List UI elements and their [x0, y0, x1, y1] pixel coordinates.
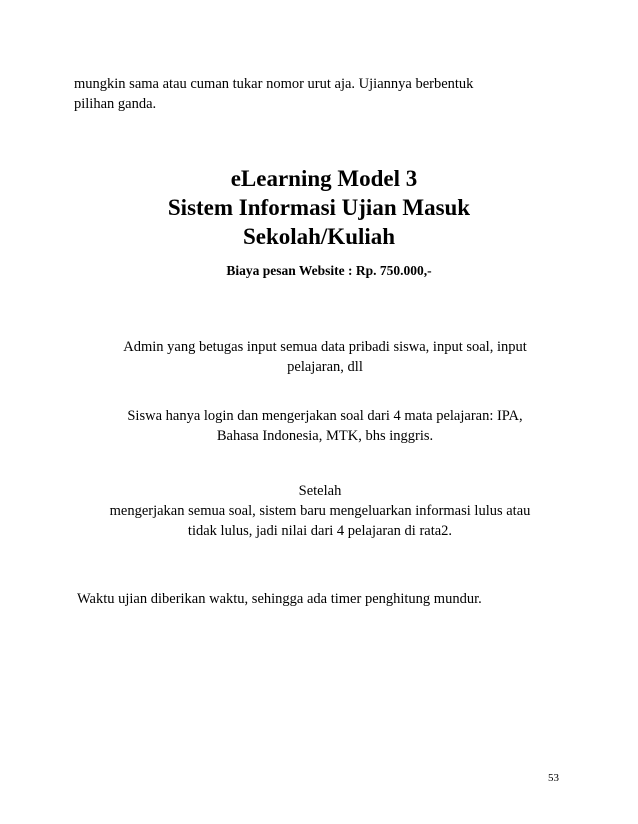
- siswa-paragraph: [80, 406, 570, 446]
- intro-line-2: pilihan ganda.: [74, 96, 157, 112]
- setelah-line-3: tidak lulus, jadi nilai dari 4 pelajaran di rata2.: [187, 523, 453, 539]
- page-title: [0, 164, 638, 251]
- admin-paragraph: [80, 337, 570, 377]
- title-line-1: eLearning Model 3: [230, 166, 418, 191]
- page-number: 53: [548, 772, 559, 784]
- admin-line-2: pelajaran, dll: [287, 359, 363, 375]
- admin-line-1: Admin yang betugas input semua data pribadi siswa, input soal, input: [123, 339, 527, 355]
- intro-line-1: mungkin sama atau cuman tukar nomor urut aja. Ujiannya berbentuk: [74, 76, 474, 92]
- title-line-3: Sekolah/Kuliah: [242, 224, 396, 249]
- siswa-line-1: Siswa hanya login dan mengerjakan soal dari 4 mata pelajaran: IPA,: [127, 408, 523, 424]
- waktu-paragraph: Waktu ujian diberikan waktu, sehingga ada timer penghitung mundur.: [77, 591, 482, 607]
- intro-paragraph: [74, 74, 574, 114]
- siswa-line-2: Bahasa Indonesia, MTK, bhs inggris.: [216, 428, 434, 444]
- setelah-line-2: mengerjakan semua soal, sistem baru mengeluarkan informasi lulus atau: [109, 503, 531, 519]
- setelah-paragraph: [70, 481, 570, 541]
- setelah-line-1: Setelah: [298, 483, 342, 499]
- price-text: Biaya pesan Website : Rp. 750.000,-: [226, 263, 432, 278]
- title-line-2: Sistem Informasi Ujian Masuk: [167, 195, 471, 220]
